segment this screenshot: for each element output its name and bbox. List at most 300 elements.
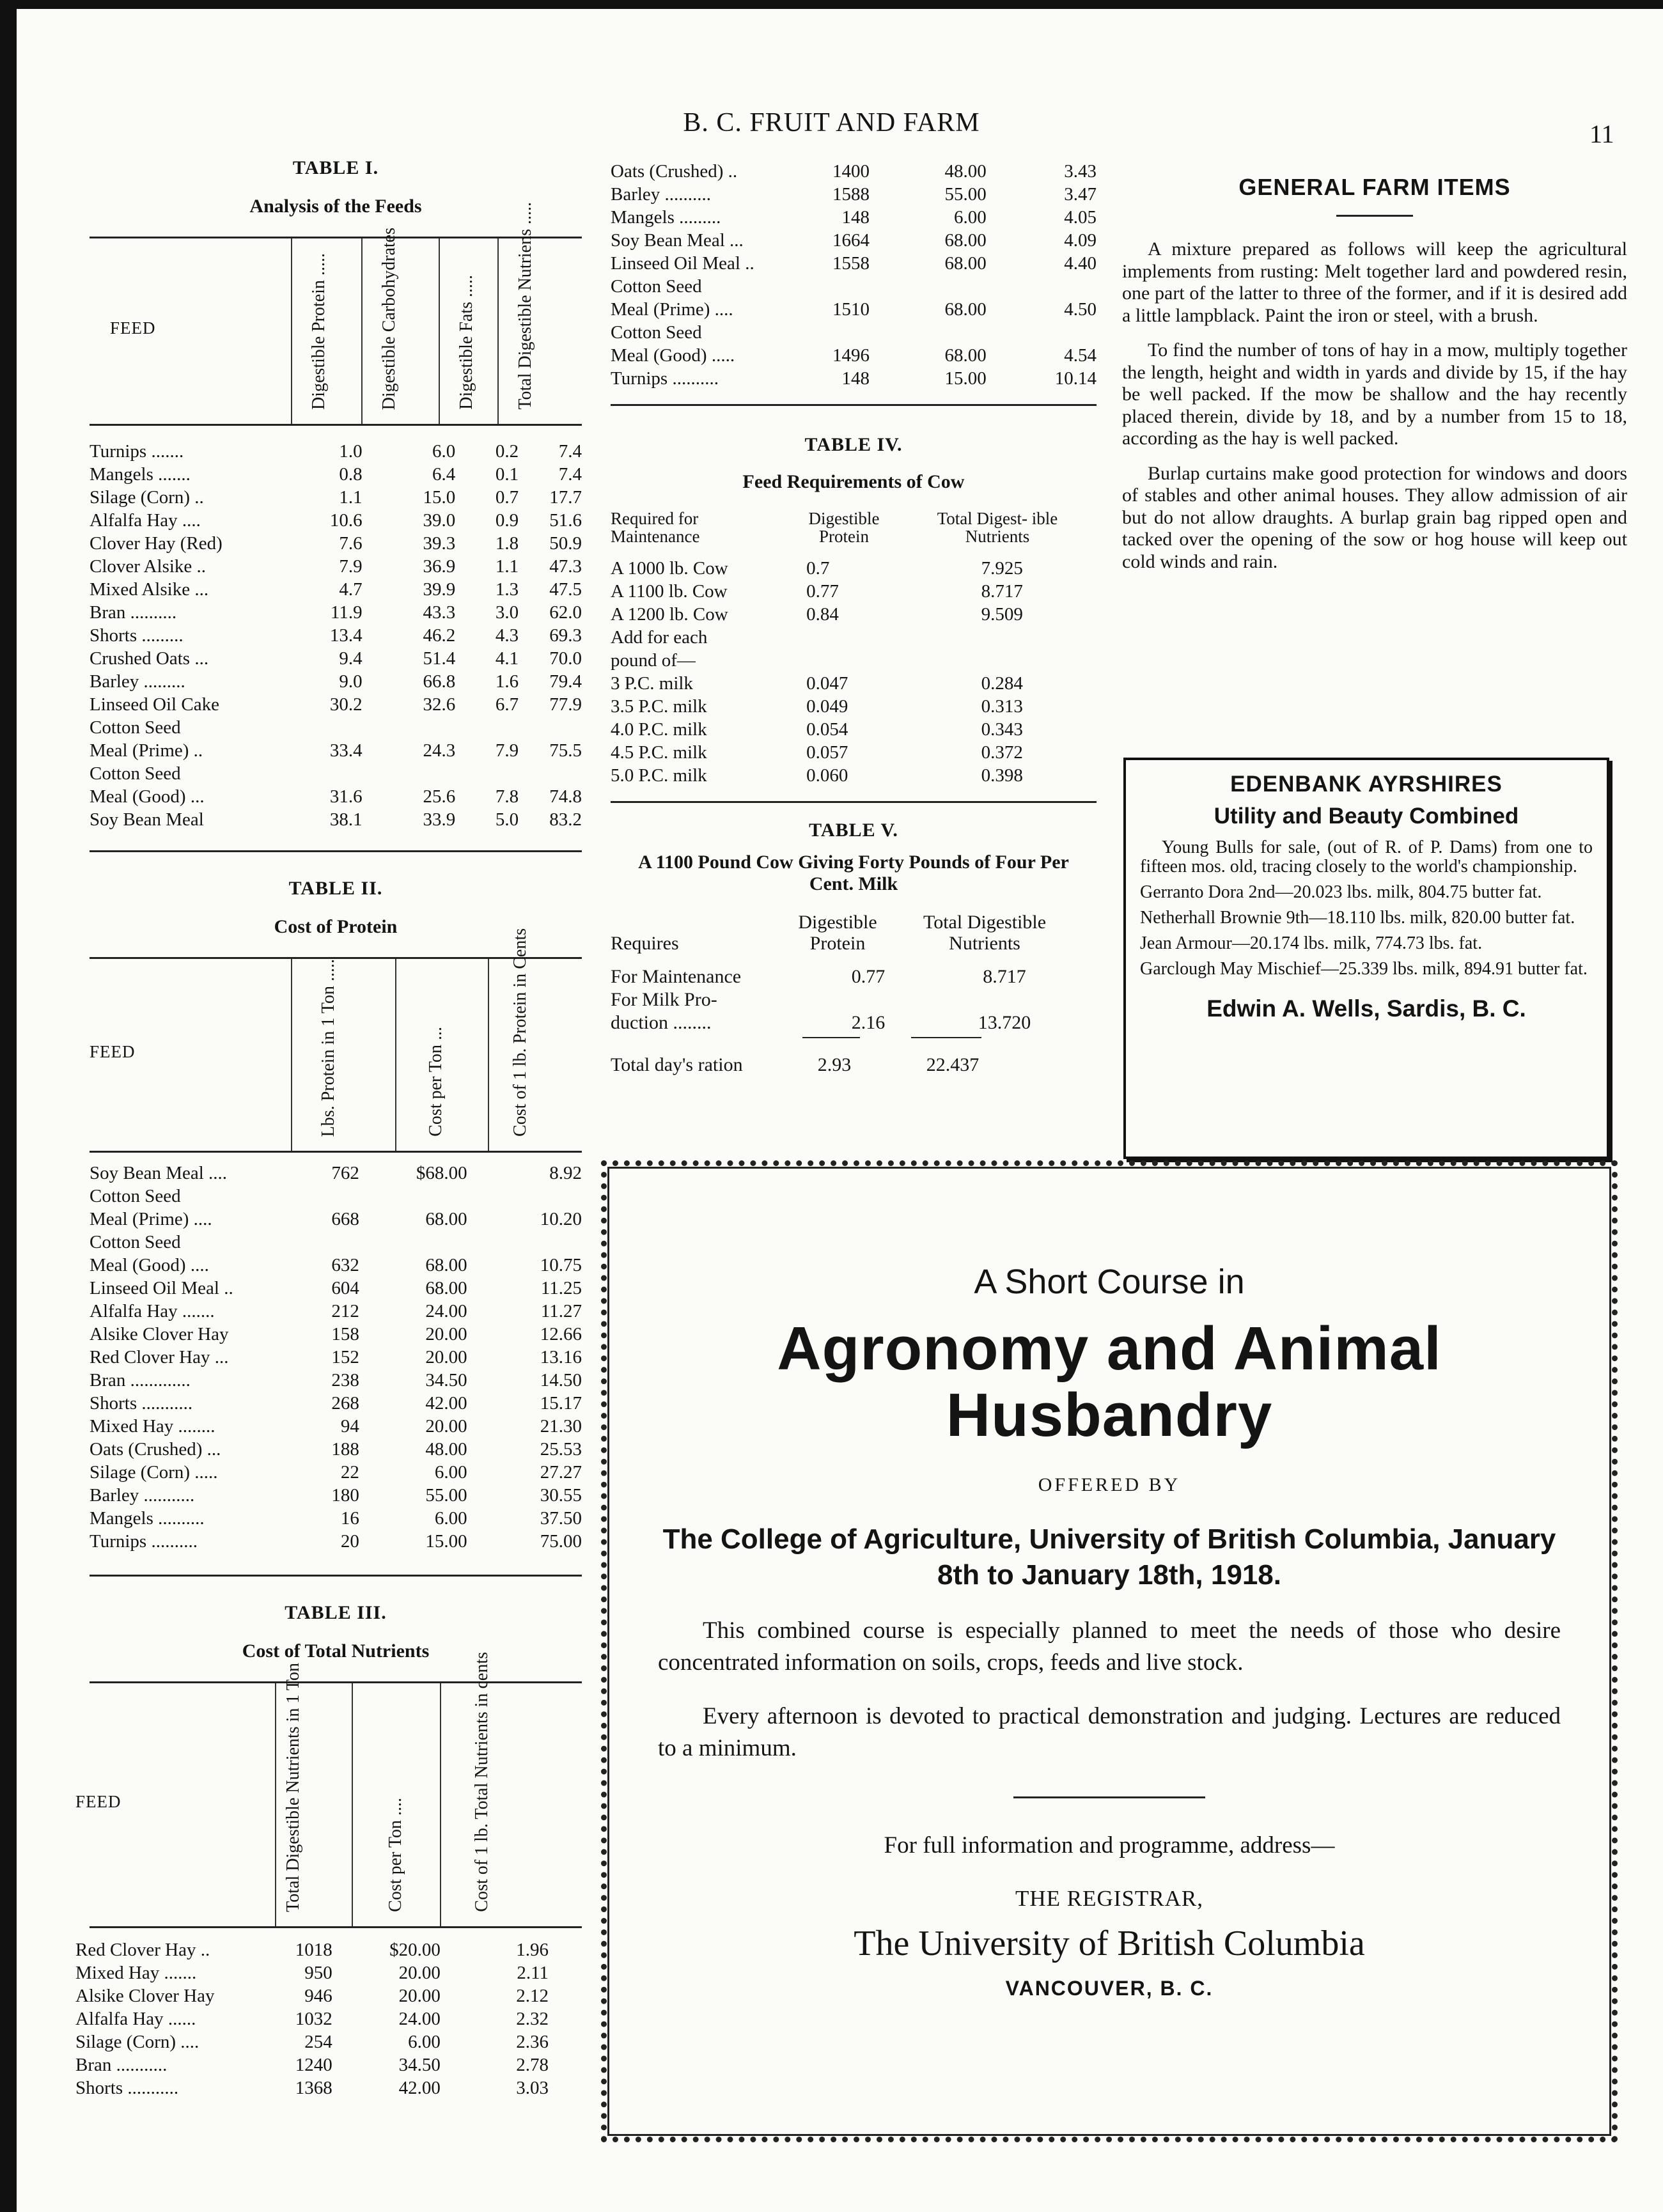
table-cell-value: 66.8 — [423, 671, 456, 692]
table-cell-label: A 1200 lb. Cow — [611, 604, 728, 625]
table-cell-value: 1400 — [832, 161, 870, 182]
course-title-1: Agronomy and Animal — [777, 1314, 1442, 1383]
table-cell-value: 43.3 — [423, 602, 456, 623]
divider — [1013, 1796, 1205, 1798]
table-cell-label: pound of— — [611, 650, 696, 671]
table-1-feed-label: FEED — [110, 318, 156, 338]
table-cell-value: 212 — [331, 1301, 359, 1321]
table-row — [611, 626, 1097, 649]
column-middle — [611, 160, 1097, 1077]
table-4-col-required: Required for Maintenance — [611, 509, 700, 546]
table-cell-label: Shorts ........... — [90, 1393, 193, 1414]
table-row — [611, 557, 1097, 580]
short-course-ad — [601, 1160, 1618, 2142]
course-paragraph-2: Every afternoon is devoted to practical demonstration and judging. Lectures are reduced to a minimum. — [658, 1703, 1561, 1761]
table-cell-value: 0.84 — [806, 604, 839, 625]
table-row — [611, 321, 1097, 344]
table-cell-value: 0.057 — [806, 742, 848, 763]
table-cell-value — [309, 716, 362, 739]
table-cell-value: 32.6 — [423, 694, 456, 715]
table-4 — [611, 434, 1097, 787]
ad-signature: Edwin A. Wells, Sardis, B. C. — [1206, 995, 1526, 1022]
course-line-1: A Short Course in — [974, 1263, 1245, 1301]
table-row — [90, 1484, 582, 1507]
table-cell-value: 37.50 — [540, 1508, 582, 1529]
table-cell-value — [831, 275, 870, 298]
table-cell-value: 38.1 — [329, 809, 363, 830]
table-cell-value: 20.00 — [398, 1986, 441, 2006]
table-cell-value: 10.75 — [540, 1255, 582, 1275]
course-registrar: THE REGISTRAR, — [1015, 1886, 1203, 1911]
table-cell-value: 1032 — [295, 2009, 332, 2029]
table-cell-label: Bran .......... — [90, 602, 177, 623]
course-university: The University of British Columbia — [854, 1924, 1365, 1963]
table-cell-value: 0.343 — [981, 719, 1023, 740]
page-top-border — [0, 0, 1663, 9]
table-cell-value: 48.00 — [944, 161, 987, 182]
table-cell-value: 2.12 — [516, 1986, 549, 2006]
table-cell-value: 15.0 — [423, 487, 456, 508]
table-row — [90, 785, 582, 808]
table-4-body — [611, 557, 1097, 787]
table-cell-value: $68.00 — [416, 1163, 467, 1183]
table-cell-value: 3.03 — [516, 2078, 549, 2098]
table-cell-value: 1510 — [832, 299, 870, 320]
table-cell-value: 0.049 — [806, 696, 848, 717]
table-5-subtitle: A 1100 Pound Cow Giving Forty Pounds of Four Per Cent. Milk — [638, 852, 1069, 894]
table-cell-value: 70.0 — [549, 648, 582, 669]
table-cell-value: 68.00 — [425, 1255, 467, 1275]
table-cell-value: 50.9 — [549, 533, 582, 554]
table-cell-value: 7.6 — [339, 533, 363, 554]
general-paragraph: To find the number of tons of hay in a mow, multiply together the length, height and width in yards and divide by 15, if the hay be well packed. If the mow be shallow and the hay recently placed therein, divide by 18, and by a number from 15 to 18, according as the hay is well packed. — [1122, 339, 1627, 449]
table-cell-value: 1.8 — [495, 533, 519, 554]
table-cell-label: A 1000 lb. Cow — [611, 558, 728, 579]
course-city: VANCOUVER, B. C. — [1005, 1977, 1214, 2000]
table-cell-label: Meal (Good) .... — [90, 1255, 209, 1275]
table-row — [611, 649, 1097, 672]
table-cell-value: 0.054 — [806, 719, 848, 740]
table-cell-label: Oats (Crushed) ... — [90, 1439, 221, 1460]
table-cell-value — [309, 762, 362, 785]
table-cell-value: 74.8 — [549, 786, 582, 807]
table-cell-label: Meal (Good) ... — [90, 786, 205, 807]
table-cell-label: Shorts ......... — [90, 625, 183, 646]
ad-line: Jean Armour—20.174 lbs. milk, 774.73 lbs. fat. — [1140, 933, 1483, 953]
table-row — [611, 275, 1097, 298]
table-cell-value — [319, 1185, 359, 1208]
table-5-caption: TABLE V. — [809, 820, 898, 841]
table-cell-value: 33.4 — [329, 740, 363, 761]
table-5 — [611, 820, 1097, 1077]
table-3-header — [75, 1652, 582, 1928]
table-cell-value: 68.00 — [944, 253, 987, 274]
table-cell-label: Soy Bean Meal .... — [90, 1163, 228, 1183]
table-row — [611, 252, 1097, 275]
table-cell-value: 1558 — [832, 253, 870, 274]
table-cell-label: Mangels ......... — [611, 207, 721, 228]
table-cell-value: 6.00 — [408, 2032, 441, 2052]
table-cell-value: 10.14 — [1054, 368, 1097, 389]
divider — [90, 1575, 582, 1577]
table-cell-value: 2.36 — [516, 2032, 549, 2052]
table-cell-value: 51.4 — [423, 648, 456, 669]
table-cell-value: 1.6 — [495, 671, 519, 692]
table-cell-value: 0.7 — [495, 487, 519, 508]
table-cell-value: 6.00 — [953, 207, 987, 228]
course-paragraph-1: This combined course is especially planned to meet the needs of those who desire concentrated information on soils, crops, feeds and live stock. — [658, 1617, 1561, 1676]
table-cell-value: 7.9 — [339, 556, 363, 577]
table-row — [611, 298, 1097, 321]
table-cell-value: 51.6 — [549, 510, 582, 531]
table-cell-label: Mixed Hay ....... — [75, 1963, 197, 1983]
table-cell-value: 0.372 — [981, 742, 1023, 763]
table-cell-value: 946 — [304, 1986, 332, 2006]
table-2-col-cost-per-ton: Cost per Ton ... — [426, 1027, 446, 1137]
table-cell-value: 7.9 — [495, 740, 519, 761]
table-row — [90, 509, 582, 532]
table-row — [75, 1961, 549, 1984]
table-4-col-nutrients: Total Digest- ible Nutrients — [937, 509, 1058, 546]
table-3-continued — [611, 160, 1097, 390]
ad-line: Young Bulls for sale, (out of R. of P. Dams) from one to fifteen mos. old, tracing closely to the world's championship. — [1140, 837, 1593, 876]
table-cell-value: 24.3 — [423, 740, 456, 761]
table-3-feed-label: FEED — [75, 1792, 121, 1811]
table-cell-value: 0.7 — [806, 558, 830, 579]
table-cell-value: 158 — [331, 1324, 359, 1344]
table-cell-label: Mangels ....... — [90, 464, 191, 485]
table-5-total-nutrients: 22.437 — [926, 1054, 980, 1075]
table-cell-label: Crushed Oats ... — [90, 648, 209, 669]
table-cell-label: 3.5 P.C. milk — [611, 696, 707, 717]
table-2-subtitle: Cost of Protein — [274, 916, 398, 937]
table-cell-label: Soy Bean Meal — [90, 809, 204, 830]
table-cell-value: 39.0 — [423, 510, 456, 531]
table-cell-label: duction ........ — [611, 1012, 712, 1033]
table-row — [90, 555, 582, 578]
table-cell-value: 62.0 — [549, 602, 582, 623]
table-cell-value: 6.00 — [434, 1462, 467, 1483]
table-5-total-protein: 2.93 — [817, 1054, 852, 1075]
table-2-header — [90, 928, 582, 1153]
table-cell-value: 1664 — [832, 230, 870, 251]
table-cell-value: 55.00 — [425, 1485, 467, 1506]
table-cell-value: 1.0 — [339, 441, 363, 462]
table-cell-value: 8.92 — [549, 1163, 582, 1183]
table-cell-label: Turnips ....... — [90, 441, 184, 462]
table-cell-value: 27.27 — [540, 1462, 582, 1483]
table-row — [90, 716, 582, 739]
table-cell-value — [870, 321, 987, 344]
table-cell-value: 0.1 — [495, 464, 519, 485]
table-4-caption: TABLE IV. — [804, 434, 903, 455]
table-row — [75, 2030, 549, 2053]
table-cell-value: 604 — [331, 1278, 359, 1298]
table-cell-label: Silage (Corn) .... — [75, 2032, 199, 2052]
table-cell-label: Red Clover Hay ... — [90, 1347, 229, 1367]
table-cell-value: 668 — [331, 1209, 359, 1229]
table-cell-label: Silage (Corn) .. — [90, 487, 204, 508]
table-row — [90, 1530, 582, 1553]
table-3-col-cost-per-ton: Cost per Ton .... — [386, 1798, 405, 1912]
table-cell-value: 0.77 — [806, 581, 839, 602]
table-cell-label: A 1100 lb. Cow — [611, 581, 728, 602]
table-5-total-label: Total day's ration — [611, 1054, 743, 1075]
table-cell-value: 25.6 — [423, 786, 456, 807]
table-row — [90, 1254, 582, 1277]
table-cell-value — [467, 1231, 582, 1254]
table-row — [611, 344, 1097, 367]
table-3-caption: TABLE III. — [285, 1602, 387, 1623]
table-cell-value — [806, 626, 907, 649]
table-cell-value: 15.17 — [540, 1393, 582, 1414]
table-4-header — [611, 510, 1097, 545]
table-cell-value: 36.9 — [423, 556, 456, 577]
table-cell-value: 0.047 — [806, 673, 848, 694]
table-cell-value: 1496 — [832, 345, 870, 366]
table-cell-value: 6.4 — [432, 464, 456, 485]
table-row — [90, 1346, 582, 1369]
table-row — [611, 695, 1097, 718]
table-cell-label: Alfalfa Hay ....... — [90, 1301, 215, 1321]
table-row — [611, 367, 1097, 390]
table-cell-label: Mangels .......... — [90, 1508, 205, 1529]
table-cell-value: 3.47 — [1064, 184, 1097, 205]
table-cell-label: Turnips .......... — [611, 368, 719, 389]
table-row — [90, 601, 582, 624]
table-1-caption: TABLE I. — [292, 157, 379, 178]
table-2-body — [90, 1162, 582, 1553]
table-cell-value: 1.1 — [495, 556, 519, 577]
table-cell-value: 0.2 — [495, 441, 519, 462]
table-row — [75, 1938, 549, 1961]
table-cell-value: 48.00 — [425, 1439, 467, 1460]
table-cell-label: Red Clover Hay .. — [75, 1940, 210, 1960]
column-left — [75, 153, 582, 2099]
table-row — [90, 440, 582, 463]
table-cell-value: 4.1 — [495, 648, 519, 669]
table-cell-label: Clover Alsike .. — [90, 556, 207, 577]
table-cell-value: 3.0 — [495, 602, 519, 623]
page-number: 11 — [1589, 120, 1614, 148]
table-cell-value: 0.77 — [851, 966, 886, 987]
table-cell-label: Alfalfa Hay ...... — [75, 2009, 196, 2029]
divider — [1336, 215, 1413, 217]
table-cell-value: 0.313 — [981, 696, 1023, 717]
table-row — [611, 160, 1097, 183]
table-cell-value: 13.720 — [978, 1012, 1031, 1033]
table-cell-label: 5.0 P.C. milk — [611, 765, 707, 786]
table-cell-value: 75.00 — [540, 1531, 582, 1552]
table-row — [90, 693, 582, 716]
table-cell-value: 31.6 — [329, 786, 363, 807]
table-row — [90, 670, 582, 693]
table-cell-label: Soy Bean Meal ... — [611, 230, 744, 251]
table-row — [90, 463, 582, 486]
table-cell-value: 55.00 — [944, 184, 987, 205]
table-cell-value: 4.7 — [339, 579, 363, 600]
table-cell-label: For Milk Pro- — [611, 989, 717, 1010]
table-cell-value: 4.50 — [1064, 299, 1097, 320]
table-cell-value: 6.00 — [434, 1508, 467, 1529]
table-cell-value: 20 — [340, 1531, 359, 1552]
table-row — [611, 764, 1097, 787]
table-cell-value: 17.7 — [549, 487, 582, 508]
table-cell-value — [519, 716, 582, 739]
table-row — [90, 624, 582, 647]
table-cell-value — [907, 626, 1097, 649]
course-title-2: Husbandry — [946, 1381, 1273, 1449]
table-row — [611, 206, 1097, 229]
table-cell-value: 8.717 — [981, 581, 1023, 602]
table-row — [90, 808, 582, 831]
table-row — [75, 2007, 549, 2030]
table-row — [90, 1392, 582, 1415]
table-cell-label: Meal (Prime) .... — [90, 1209, 212, 1229]
table-cell-value: 254 — [304, 2032, 332, 2052]
divider — [611, 801, 1097, 803]
table-cell-value: 10.20 — [540, 1209, 582, 1229]
table-row — [611, 580, 1097, 603]
table-cell-value — [519, 762, 582, 785]
table-row — [611, 1011, 1097, 1034]
table-cell-value: 3.43 — [1064, 161, 1097, 182]
table-cell-value: 2.16 — [851, 1012, 886, 1033]
table-row — [90, 647, 582, 670]
table-cell-value: 11.9 — [330, 602, 363, 623]
table-3-col-cost-per-lb: Cost of 1 lb. Total Nutrients in cents — [472, 1652, 492, 1912]
table-cell-value: 68.00 — [944, 345, 987, 366]
running-header: B. C. FRUIT AND FARM — [683, 108, 980, 137]
table-cell-label: 4.5 P.C. milk — [611, 742, 707, 763]
table-cell-value: 148 — [841, 368, 870, 389]
table-row — [75, 2076, 549, 2099]
table-cell-label: Bran ............. — [90, 1370, 191, 1390]
ad-title: EDENBANK AYRSHIRES — [1230, 772, 1503, 797]
table-cell-value: 11.27 — [540, 1301, 582, 1321]
table-5-col-protein: Digestible Protein — [798, 912, 877, 954]
table-cell-label: Cotton Seed — [90, 1232, 181, 1252]
table-cell-label: Meal (Prime) .. — [90, 740, 203, 761]
table-cell-value: 21.30 — [540, 1416, 582, 1437]
table-cell-label: Cotton Seed — [611, 276, 702, 297]
table-cell-label: Add for each — [611, 627, 708, 648]
table-1-subtitle: Analysis of the Feeds — [249, 196, 422, 217]
table-cell-value: 5.0 — [495, 809, 519, 830]
table-cell-value: 762 — [331, 1163, 359, 1183]
table-cell-value: 68.00 — [425, 1278, 467, 1298]
table-cell-label: Shorts ........... — [75, 2078, 179, 2098]
table-row — [90, 739, 582, 762]
table-cell-value: 4.54 — [1064, 345, 1097, 366]
table-cell-value: 25.53 — [540, 1439, 582, 1460]
table-row — [611, 672, 1097, 695]
table-cell-label: Linseed Oil Meal .. — [90, 1278, 233, 1298]
table-cell-value: 1368 — [295, 2078, 332, 2098]
table-cell-value: 1018 — [295, 1940, 332, 1960]
table-cell-value: 238 — [331, 1370, 359, 1390]
table-3-col-total-nutrients: Total Digestible Nutrients in 1 Ton — [283, 1663, 303, 1912]
divider — [611, 404, 1097, 406]
table-row — [611, 965, 1097, 988]
table-cell-value: 20.00 — [425, 1347, 467, 1367]
table-cell-value: 47.3 — [549, 556, 582, 577]
table-cell-value: 1.1 — [339, 487, 363, 508]
table-cell-label: Alsike Clover Hay — [90, 1324, 229, 1344]
table-cell-value: 77.9 — [549, 694, 582, 715]
table-cell-value: 4.05 — [1064, 207, 1097, 228]
table-cell-value — [831, 321, 870, 344]
table-cell-value: 16 — [340, 1508, 359, 1529]
divider — [90, 850, 582, 852]
table-cell-label: Meal (Good) ..... — [611, 345, 735, 366]
table-cell-value: 152 — [331, 1347, 359, 1367]
table-cell-label: Barley ........... — [90, 1485, 195, 1506]
table-1-col-carbohydrates: Digestible Carbohydrates — [379, 227, 399, 410]
course-college: The College of Agriculture, University of British Columbia, January 8th to January 18th, 1918. — [662, 1523, 1556, 1591]
table-row — [611, 229, 1097, 252]
table-cell-value: 24.00 — [425, 1301, 467, 1321]
table-cell-label: Linseed Oil Meal .. — [611, 253, 754, 274]
table-2-col-lbs-protein: Lbs. Protein in 1 Ton ..... — [318, 958, 338, 1137]
ad-line: Garclough May Mischief—25.339 lbs. milk, 894.91 butter fat. — [1140, 959, 1588, 979]
table-1-col-fats: Digestible Fats ..... — [457, 275, 476, 410]
table-cell-value: 69.3 — [549, 625, 582, 646]
table-2-feed-label: FEED — [90, 1042, 136, 1061]
table-row — [90, 1323, 582, 1346]
table-1-col-total: Total Digestible Nutriens ..... — [515, 202, 535, 410]
table-cell-value: 39.9 — [423, 579, 456, 600]
table-cell-value: 20.00 — [398, 1963, 441, 1983]
column-right — [1122, 166, 1627, 586]
table-cell-value — [912, 988, 1097, 1011]
table-cell-value: 188 — [331, 1439, 359, 1460]
table-row — [611, 988, 1097, 1011]
table-cell-value: 46.2 — [423, 625, 456, 646]
table-cell-value: 2.11 — [517, 1963, 549, 1983]
table-cell-value: 2.78 — [516, 2055, 549, 2075]
table-cell-value: 94 — [340, 1416, 359, 1437]
table-cell-value: 7.4 — [558, 464, 582, 485]
table-cell-label: For Maintenance — [611, 966, 742, 987]
general-paragraph: Burlap curtains make good protection for windows and doors of stables and other animal houses. They allow admission of air but do not allow draughts. A burlap grain bag ripped open and tacked over the opening of the sow or hog house will keep out cold winds and rain. — [1122, 462, 1627, 572]
page-binding-edge — [0, 0, 17, 2212]
table-cell-value — [455, 762, 519, 785]
table-cell-value: 68.00 — [425, 1209, 467, 1229]
table-row — [90, 1507, 582, 1530]
table-cell-value: 9.0 — [339, 671, 363, 692]
table-row — [90, 578, 582, 601]
table-cell-value: 632 — [331, 1255, 359, 1275]
table-cell-value: 39.3 — [423, 533, 456, 554]
table-row — [90, 1438, 582, 1461]
table-5-total-row — [611, 1054, 1097, 1077]
table-5-header — [611, 912, 1097, 954]
table-row — [611, 741, 1097, 764]
table-cell-value: 13.4 — [329, 625, 363, 646]
table-cell-value: 9.509 — [981, 604, 1023, 625]
table-cell-label: Meal (Prime) .... — [611, 299, 733, 320]
table-cell-value: 13.16 — [540, 1347, 582, 1367]
table-cell-label: 4.0 P.C. milk — [611, 719, 707, 740]
table-cell-value: $20.00 — [389, 1940, 441, 1960]
table-cell-value: 7.4 — [558, 441, 582, 462]
table-cell-value: 20.00 — [425, 1324, 467, 1344]
table-row — [90, 1185, 582, 1208]
table-cell-value: 83.2 — [549, 809, 582, 830]
table-cell-label: Mixed Alsike ... — [90, 579, 209, 600]
ad-line: Gerranto Dora 2nd—20.023 lbs. milk, 804.75 butter fat. — [1140, 882, 1542, 902]
